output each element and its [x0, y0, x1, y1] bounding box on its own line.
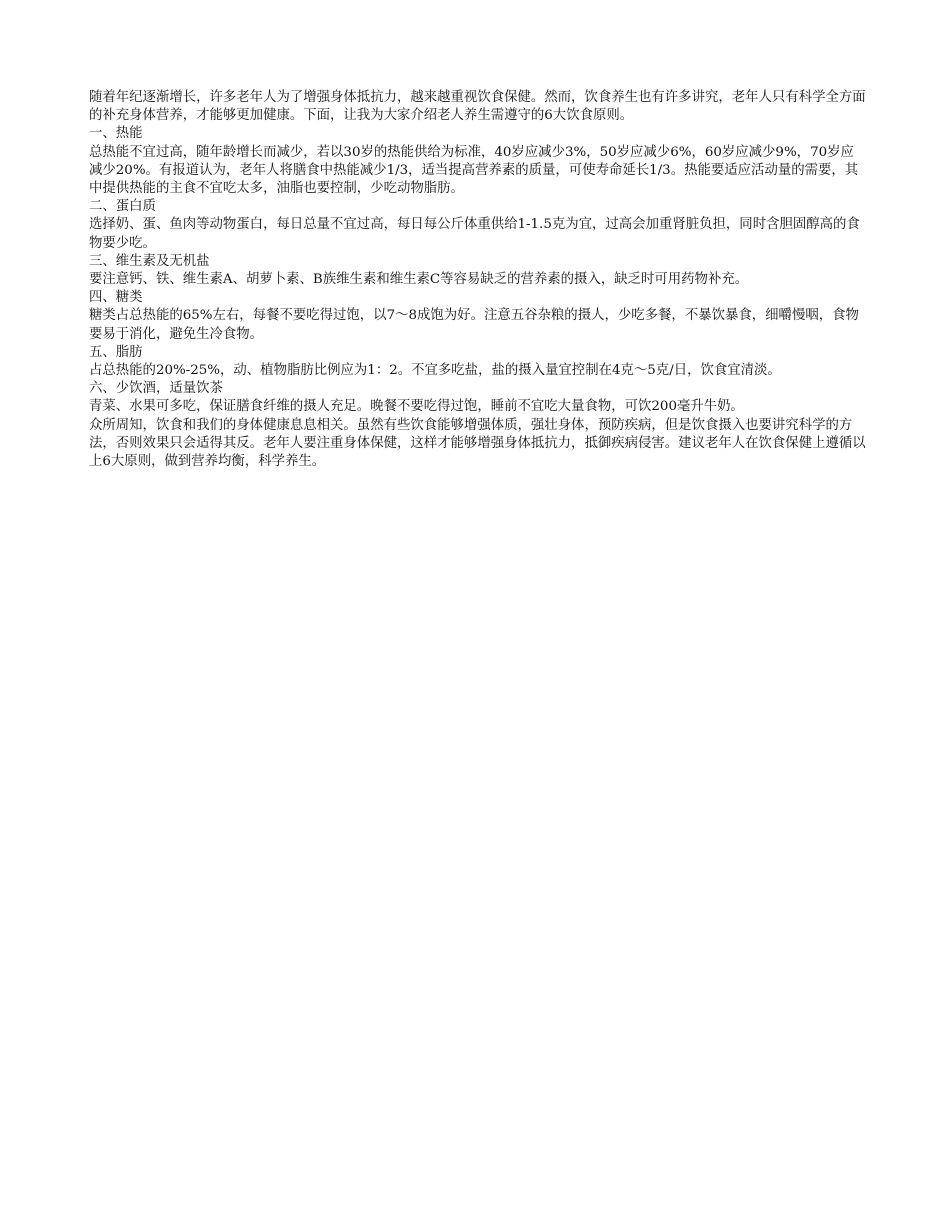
section-body-alcohol-tea: 青菜、水果可多吃，保证膳食纤维的摄人充足。晚餐不要吃得过饱，睡前不宜吃大量食物，可饮200毫升牛奶。	[89, 399, 744, 415]
document-page	[89, 89, 867, 471]
section-heading-vitamins-minerals: 三、维生素及无机盐	[89, 253, 210, 269]
section-heading-carbohydrates: 四、糖类	[89, 290, 143, 306]
section-body-fat: 占总热能的20%-25%，动、植物脂肪比例应为1：2。不宜多吃盐，盐的摄入量宜控制在4克～5克/日，饮食宜清淡。	[89, 363, 781, 379]
section-body-protein: 选择奶、蛋、鱼肉等动物蛋白，每日总量不宜过高，每日每公斤体重供给1-1.5克为宜，过高会加重肾脏负担，同时含胆固醇高的食物要少吃。	[89, 217, 860, 251]
section-body-carbohydrates: 糖类占总热能的65%左右，每餐不要吃得过饱，以7～8成饱为好。注意五谷杂粮的摄人，少吃多餐，不暴饮暴食，细嚼慢咽，食物要易于消化，避免生冷食物。	[89, 308, 859, 342]
section-heading-fat: 五、脂肪	[89, 344, 143, 360]
section-heading-protein: 二、蛋白质	[89, 199, 156, 215]
section-heading-alcohol-tea: 六、少饮酒，适量饮茶	[89, 381, 223, 397]
conclusion-paragraph: 众所周知，饮食和我们的身体健康息息相关。虽然有些饮食能够增强体质，强壮身体，预防疾病，但是饮食摄入也要讲究科学的方法，否则效果只会适得其反。老年人要注重身体保健，这样才能够增强身体抵抗力，抵御疾病侵害。建议老年人在饮食保健上遵循以上6大原则，做到营养均衡，科学养生。	[89, 417, 866, 470]
section-body-heat-energy: 总热能不宜过高，随年龄增长而减少，若以30岁的热能供给为标准，40岁应减少3%，50岁应减少6%，60岁应减少9%，70岁应减少20%。有报道认为，老年人将膳食中热能减少1/3，适当提高营养素的质量，可使寿命延长1/3。热能要适应活动量的需要，其中提供热能的主食不宜吃太多，油脂也要控制，少吃动物脂肪。	[89, 144, 859, 197]
section-heading-heat-energy: 一、热能	[89, 126, 143, 142]
section-body-vitamins-minerals: 要注意钙、铁、维生素A、胡萝卜素、B族维生素和维生素C等容易缺乏的营养素的摄入，缺乏时可用药物补充。	[89, 272, 749, 288]
intro-paragraph: 随着年纪逐渐增长，许多老年人为了增强身体抵抗力，越来越重视饮食保健。然而，饮食养生也有许多讲究，老年人只有科学全方面的补充身体营养，才能够更加健康。下面，让我为大家介绍老人养生需遵守的6大饮食原则。	[89, 90, 866, 124]
